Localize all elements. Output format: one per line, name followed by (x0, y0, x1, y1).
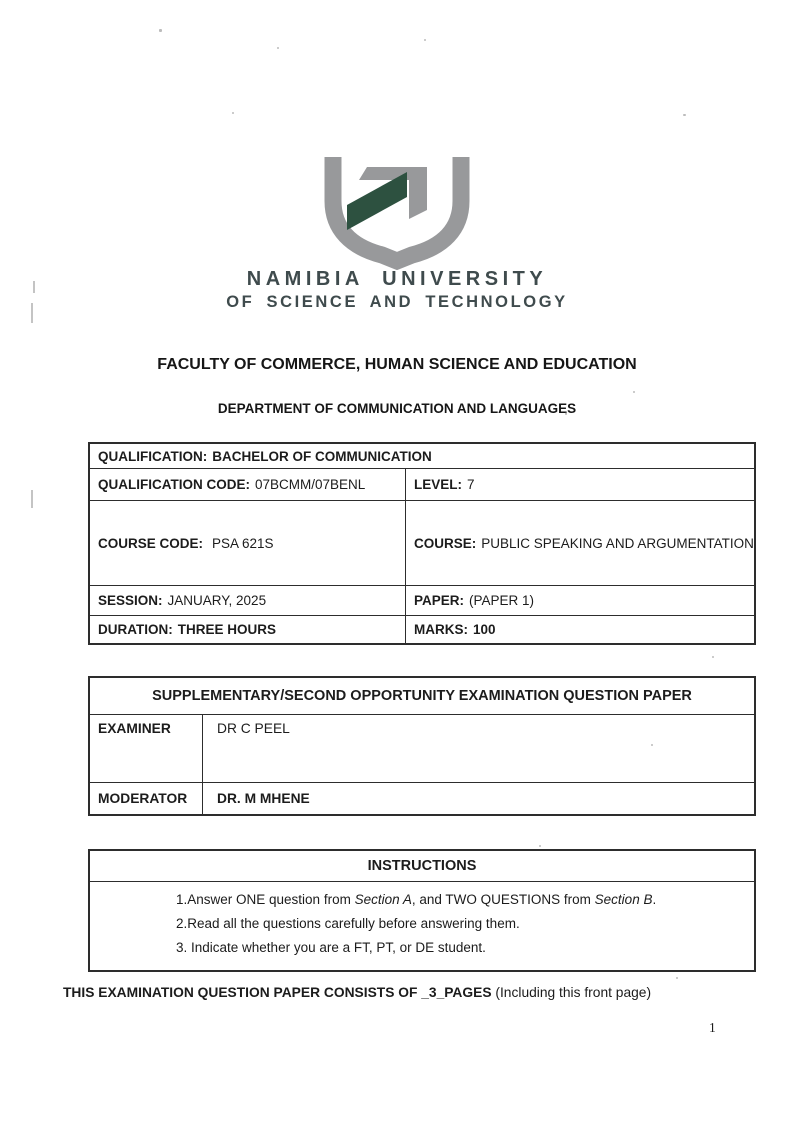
course-code-label: COURSE CODE: (98, 535, 204, 551)
page-count-bold: THIS EXAMINATION QUESTION PAPER CONSISTS OF _3_PAGES (63, 985, 492, 1000)
duration-cell (90, 616, 405, 643)
university-logo (0, 157, 794, 275)
examiner-label: EXAMINER (98, 721, 171, 736)
course-value: PUBLIC SPEAKING AND ARGUMENTATION (481, 535, 754, 551)
university-wordmark (0, 268, 794, 312)
marks-label: MARKS: (414, 622, 468, 637)
page-number: 1 (709, 1020, 716, 1035)
course-label: COURSE: (414, 535, 477, 551)
session-cell (90, 586, 405, 615)
paper-value: (PAPER 1) (469, 593, 535, 608)
table-row (90, 615, 754, 643)
scan-speck (633, 391, 635, 393)
scan-speck (712, 656, 714, 658)
table-row (90, 468, 754, 500)
duration-value: THREE HOURS (177, 622, 277, 637)
wordmark-line1: NAMIBIA UNIVERSITY (246, 268, 548, 290)
scan-speck (683, 114, 686, 116)
scan-speck (539, 845, 541, 847)
qualification-value: BACHELOR OF COMMUNICATION (212, 448, 432, 464)
scan-mark (33, 281, 35, 293)
level-cell (405, 469, 754, 500)
page-count-note (63, 985, 651, 1000)
instruction-1-end: . (652, 892, 657, 907)
table-row (90, 782, 754, 814)
section-a-ref: Section A (354, 892, 412, 907)
instruction-item-1 (176, 888, 744, 912)
paper-label: PAPER: (414, 593, 465, 608)
instruction-item-3: 3. Indicate whether you are a FT, PT, or DE student. (176, 940, 486, 955)
instruction-1-mid: , and TWO QUESTIONS from (411, 892, 595, 907)
scan-speck (651, 744, 653, 746)
table-row (90, 444, 754, 468)
instructions-table (88, 849, 756, 972)
session-label: SESSION: (98, 593, 163, 608)
scan-speck (424, 39, 426, 41)
nust-shield-icon (324, 157, 470, 270)
examiner-table (88, 676, 756, 816)
instructions-title: INSTRUCTIONS (90, 851, 754, 882)
page-count-paren: (Including this front page) (491, 985, 652, 1000)
qualification-code-cell (90, 469, 405, 500)
course-code-value: PSA 621S (212, 535, 274, 551)
scan-speck (159, 29, 162, 32)
moderator-value: DR. M MHENE (202, 783, 754, 814)
instruction-1-text: 1.Answer ONE question from (176, 892, 355, 907)
scan-speck (565, 412, 567, 415)
instruction-item-2: 2.Read all the questions carefully before answering them. (176, 916, 520, 931)
duration-label: DURATION: (98, 622, 173, 637)
table-row (90, 500, 754, 585)
table-row (90, 585, 754, 615)
scan-speck (232, 112, 234, 114)
paper-cell (405, 586, 754, 615)
qualification-cell (90, 444, 754, 468)
session-value: JANUARY, 2025 (167, 593, 267, 608)
scan-mark (31, 490, 33, 508)
qualification-code-label: QUALIFICATION CODE: (98, 477, 250, 492)
faculty-heading: FACULTY OF COMMERCE, HUMAN SCIENCE AND EDUCATION (157, 356, 637, 373)
scan-speck (676, 977, 678, 979)
level-label: LEVEL: (414, 477, 463, 492)
instructions-body (90, 882, 754, 970)
moderator-label: MODERATOR (98, 791, 188, 806)
qualification-table (88, 442, 756, 645)
table-row (90, 714, 754, 782)
qualification-code-value: 07BCMM/07BENL (255, 477, 366, 492)
section-b-ref: Section B (594, 892, 653, 907)
course-cell (405, 501, 754, 585)
table-row (90, 678, 754, 714)
course-code-cell (90, 501, 405, 585)
examiner-value: DR C PEEL (202, 715, 754, 782)
qualification-label: QUALIFICATION: (98, 448, 208, 464)
exam-paper-title: SUPPLEMENTARY/SECOND OPPORTUNITY EXAMINATION QUESTION PAPER (152, 688, 692, 704)
department-heading: DEPARTMENT OF COMMUNICATION AND LANGUAGES (217, 401, 577, 416)
marks-value: 100 (473, 622, 496, 637)
scan-mark (31, 303, 33, 323)
marks-cell (405, 616, 754, 643)
scan-speck (277, 47, 279, 49)
wordmark-line2: OF SCIENCE AND TECHNOLOGY (226, 293, 568, 311)
level-value: 7 (467, 477, 475, 492)
